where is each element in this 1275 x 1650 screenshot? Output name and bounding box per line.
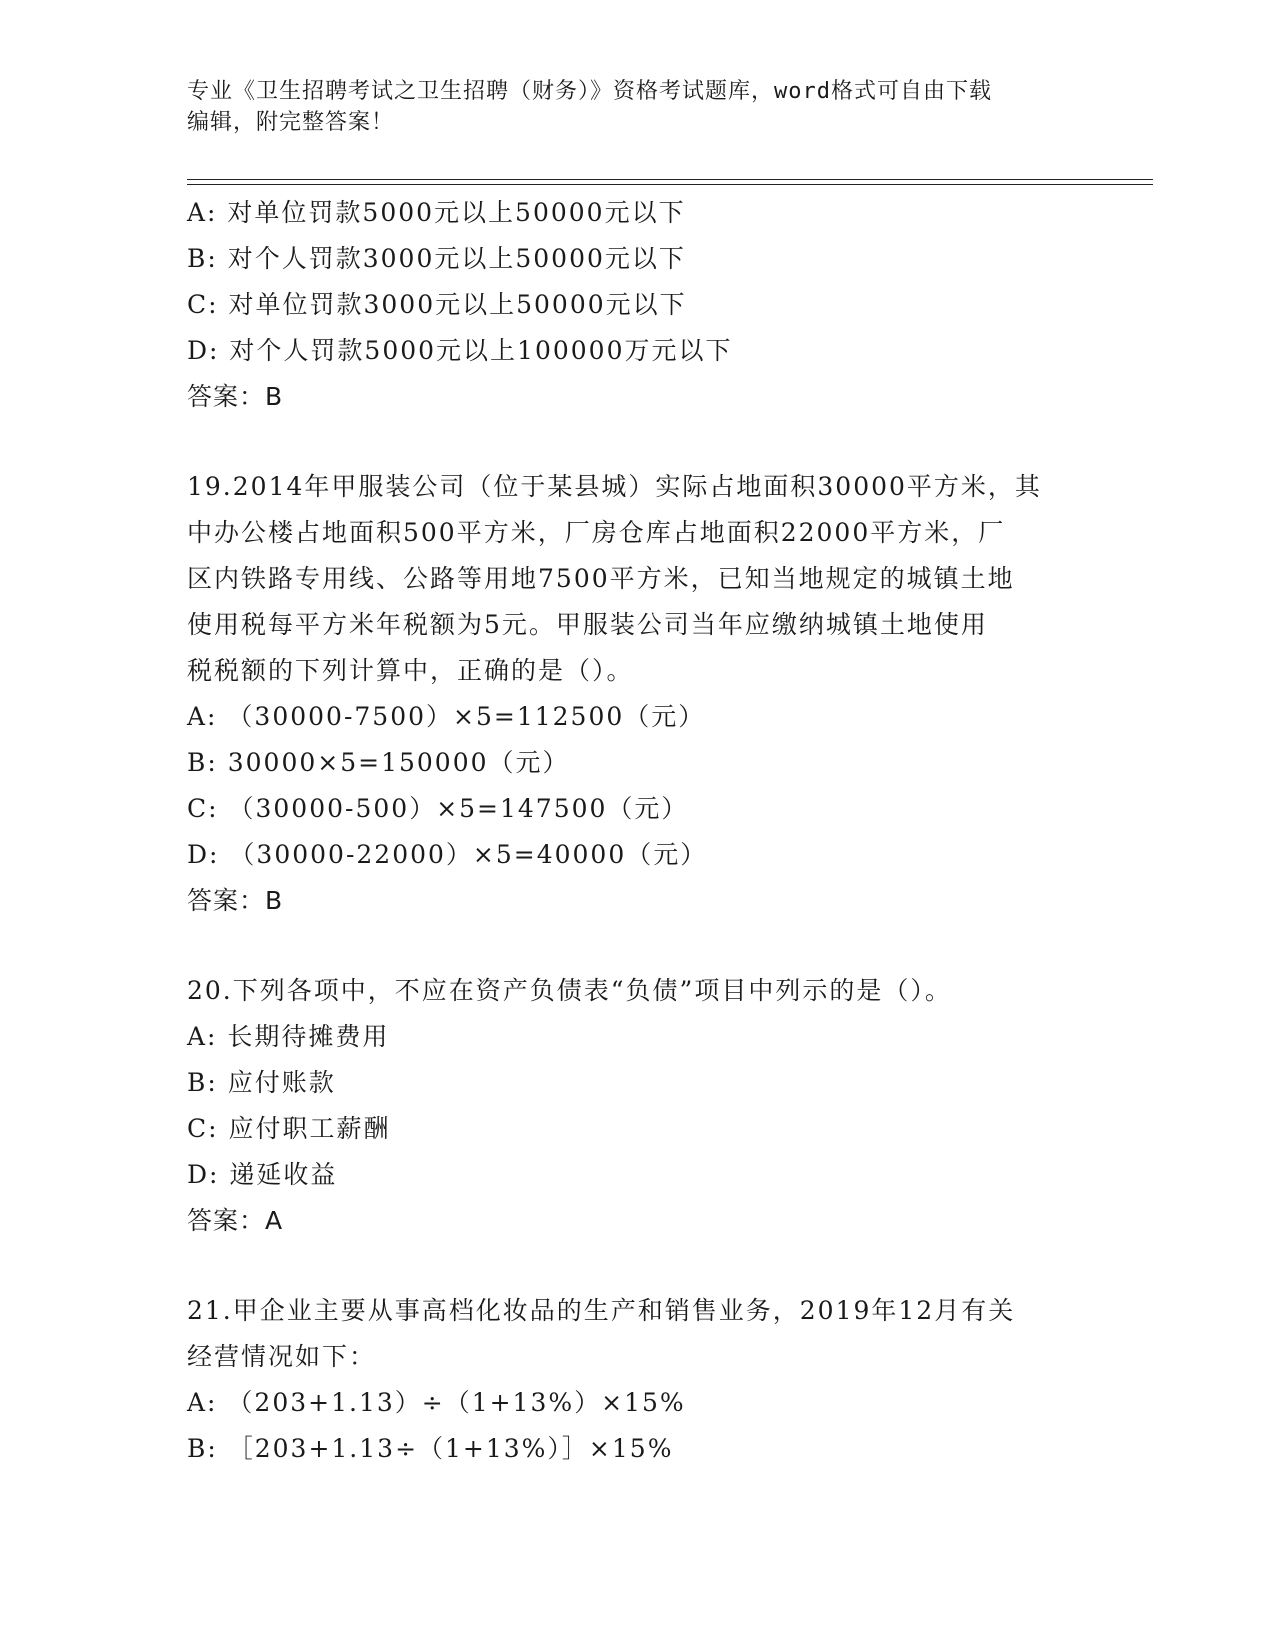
question-stem-line: 20.下列各项中，不应在资产负债表“负债”项目中列示的是（）。 (187, 976, 952, 1005)
question-list (187, 190, 1087, 1472)
spacer (187, 924, 1087, 968)
option-c: C: 应付职工薪酬 (187, 1114, 391, 1143)
spacer (187, 420, 1087, 464)
question-stem-line: 19.2014年甲服装公司（位于某县城）实际占地面积30000平方米，其 (187, 472, 1042, 501)
question-19 (187, 464, 1087, 924)
option-b: B: 应付账款 (187, 1068, 336, 1097)
question-stem-line: 使用税每平方米年税额为5元。甲服装公司当年应缴纳城镇土地使用 (187, 610, 988, 639)
question-18 (187, 190, 1087, 420)
header-line-1: 专业《卫生招聘考试之卫生招聘（财务）》资格考试题库，word格式可自由下载 (187, 79, 992, 104)
answer: 答案：B (187, 886, 284, 915)
spacer (187, 1244, 1087, 1288)
option-c: C: （30000-500）×5=147500（元） (187, 794, 689, 823)
question-stem-line: 经营情况如下： (187, 1342, 377, 1371)
option-a: A: （30000-7500）×5=112500（元） (187, 702, 706, 731)
question-21 (187, 1288, 1087, 1472)
option-b: B: 30000×5=150000（元） (187, 748, 570, 777)
option-b: B: 对个人罚款3000元以上50000元以下 (187, 244, 686, 273)
question-20 (187, 968, 1087, 1244)
question-stem-line: 区内铁路专用线、公路等用地7500平方米，已知当地规定的城镇土地 (187, 564, 1015, 593)
question-stem-line: 21.甲企业主要从事高档化妆品的生产和销售业务，2019年12月有关 (187, 1296, 1016, 1325)
option-a: A: （203+1.13）÷（1+13%）×15% (187, 1388, 686, 1417)
option-b: B: ［203+1.13÷（1+13%）］×15% (187, 1434, 674, 1463)
option-a: A: 长期待摊费用 (187, 1022, 390, 1051)
option-d: D: 对个人罚款5000元以上100000万元以下 (187, 336, 733, 365)
option-d: D: （30000-22000）×5=40000（元） (187, 840, 708, 869)
answer: 答案：A (187, 1206, 284, 1235)
option-d: D: 递延收益 (187, 1160, 338, 1189)
option-a: A: 对单位罚款5000元以上50000元以下 (187, 198, 686, 227)
document-header (187, 76, 1087, 138)
header-line-2: 编辑，附完整答案！ (187, 110, 395, 135)
question-stem-line: 中办公楼占地面积500平方米，厂房仓库占地面积22000平方米，厂 (187, 518, 1006, 547)
answer: 答案：B (187, 382, 284, 411)
header-divider (187, 179, 1153, 185)
option-c: C: 对单位罚款3000元以上50000元以下 (187, 290, 687, 319)
question-stem-line: 税税额的下列计算中，正确的是（）。 (187, 656, 634, 685)
